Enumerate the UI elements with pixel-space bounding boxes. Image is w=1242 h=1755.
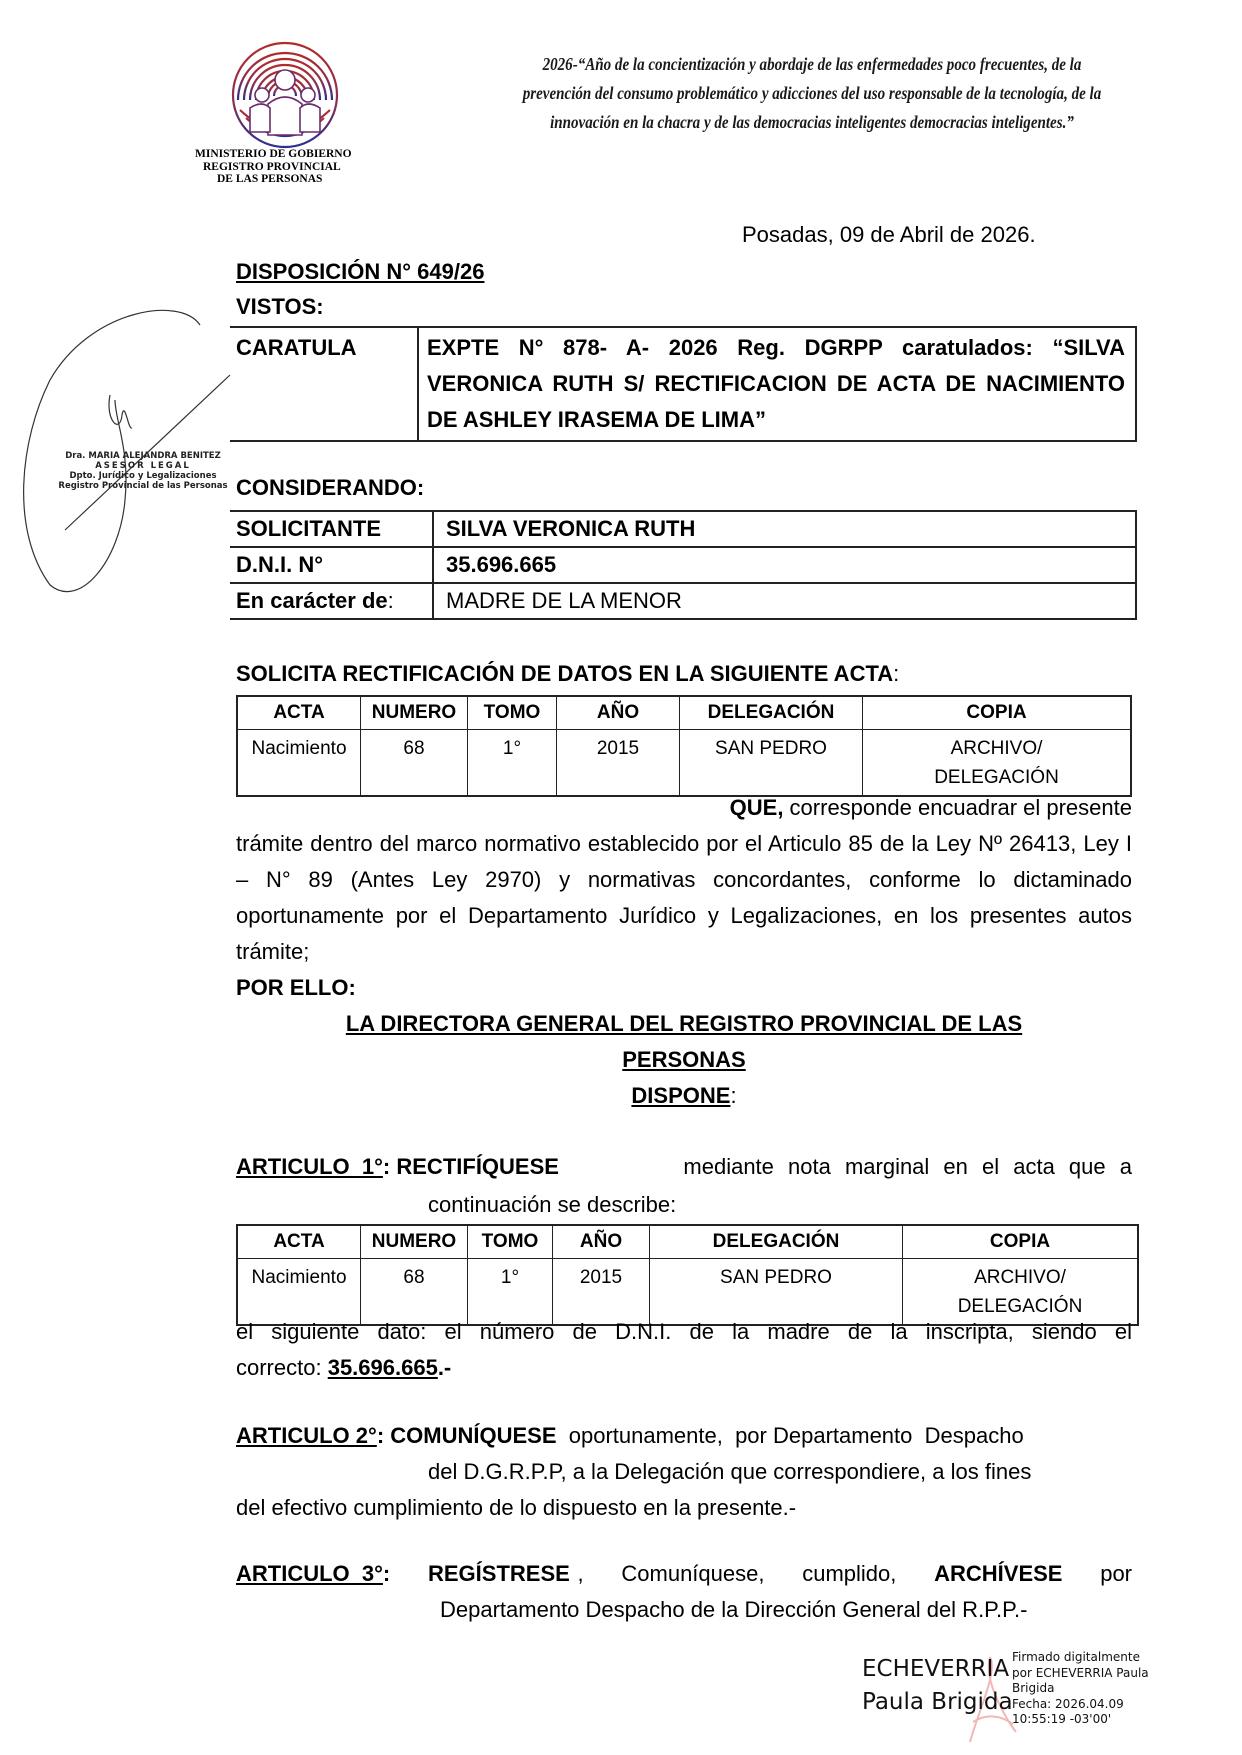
col-header: NUMERO	[361, 696, 468, 730]
dni-value: 35.696.665	[433, 547, 1136, 583]
place-date: Posadas, 09 de Abril de 2026.	[742, 222, 1036, 247]
cell-delegacion: SAN PEDRO	[680, 730, 863, 797]
director-heading	[236, 1006, 1132, 1114]
article-1-line-1	[236, 1148, 1132, 1186]
col-header: TOMO	[468, 696, 557, 730]
col-header: NUMERO	[361, 1225, 468, 1259]
article-3-line-1	[236, 1556, 1132, 1592]
article-3-comma: ,	[577, 1561, 584, 1586]
article-1-label: ARTICULO 1°	[236, 1154, 383, 1179]
cell-acta: Nacimiento	[237, 730, 361, 797]
col-header: DELEGACIÓN	[650, 1225, 903, 1259]
signature-info-line: 10:55:19 -03'00'	[1012, 1712, 1112, 1726]
col-header: ACTA	[237, 696, 361, 730]
dni-label: D.N.I. N°	[230, 547, 433, 583]
table-row	[230, 511, 1136, 547]
signature-info-line: Brigida	[1012, 1681, 1055, 1695]
article-1-colon: :	[382, 1154, 391, 1179]
table-row	[230, 583, 1136, 619]
applicant-table	[230, 510, 1137, 620]
article-2-verb: COMUNÍQUESE	[390, 1423, 557, 1448]
caratula-row	[230, 327, 1136, 441]
col-header: TOMO	[468, 1225, 553, 1259]
record-to-rectify-table	[236, 1224, 1139, 1326]
motto-line: innovación en la chacra y de las democracias inteligentes democracias inteligentes.”	[550, 112, 1074, 132]
table-row	[230, 547, 1136, 583]
stamp-line: Registro Provincial de las Personas	[58, 481, 228, 491]
cell-anio: 2015	[557, 730, 680, 797]
org-line: MINISTERIO DE GOBIERNO	[195, 148, 352, 160]
article-1-continuation	[236, 1314, 1132, 1386]
correct-suffix: .-	[437, 1355, 452, 1380]
caratula-table	[230, 326, 1137, 442]
disposition-title: DISPOSICIÓN N° 649/26	[236, 259, 485, 284]
article-3-line-2: Departamento Despacho de la Dirección General del R.P.P.-	[440, 1597, 1028, 1622]
org-line: DE LAS PERSONAS	[217, 173, 323, 185]
cell-anio: 2015	[553, 1259, 650, 1326]
correct-dni-value: 35.696.665	[327, 1355, 438, 1380]
handwritten-signature-icon	[10, 300, 235, 600]
digital-signature-info	[1012, 1650, 1149, 1728]
article-1-after-table: el siguiente dato: el número de D.N.I. de la madre de la inscripta, siendo el	[236, 1319, 1132, 1344]
copia-line: DELEGACIÓN	[957, 1296, 1083, 1317]
legal-advisor-stamp	[58, 451, 228, 491]
article-2-line-2: del D.G.R.P.P, a la Delegación que correspondiere, a los fines	[428, 1459, 1032, 1484]
copia-line: ARCHIVO/	[950, 738, 1043, 759]
year-motto	[511, 50, 1113, 137]
motto-line: prevención del consumo problemático y adicciones del uso responsable de la tecnología, de la	[522, 83, 1102, 103]
copia-line: ARCHIVO/	[974, 1267, 1066, 1288]
request-heading	[236, 661, 899, 687]
birth-record-table	[236, 695, 1132, 797]
registry-logo-icon	[230, 40, 340, 150]
cell-tomo: 1°	[468, 1259, 553, 1326]
que-first-line	[236, 790, 1132, 826]
article-3-colon: :	[382, 1561, 391, 1586]
stamp-line: Dra. MARIA ALEJANDRA BENITEZ	[65, 451, 221, 461]
cell-numero: 68	[361, 730, 468, 797]
col-header: AÑO	[557, 696, 680, 730]
applicant-label: SOLICITANTE	[230, 511, 433, 547]
signer-line: ECHEVERRIA	[862, 1656, 1010, 1682]
article-2-colon: :	[376, 1423, 385, 1448]
applicant-name: SILVA VERONICA RUTH	[446, 516, 696, 541]
col-header: DELEGACIÓN	[680, 696, 863, 730]
cell-copia	[863, 730, 1132, 797]
table-header-row	[237, 1225, 1138, 1259]
article-2-label: ARTICULO 2°	[236, 1423, 377, 1448]
dispone-colon: :	[730, 1083, 737, 1108]
signature-info-line: Fecha: 2026.04.09	[1012, 1696, 1124, 1711]
article-3	[236, 1556, 1132, 1628]
table-header-row	[237, 696, 1131, 730]
stamp-line: ASESOR LEGAL	[95, 461, 191, 471]
stamp-line: Dpto. Jurídico y Legalizaciones	[69, 471, 217, 481]
article-3-por: por	[1100, 1561, 1132, 1586]
org-line: REGISTRO PROVINCIAL	[203, 160, 341, 173]
motto-line: 2026-“Año de la concientización y abordaje de las enfermedades poco frecuentes, de la	[542, 54, 1082, 74]
signature-info-line: por ECHEVERRIA Paula	[1012, 1665, 1149, 1680]
col-header: COPIA	[903, 1225, 1139, 1259]
director-line-1: LA DIRECTORA GENERAL DEL REGISTRO PROVINCIAL DE LAS	[345, 1011, 1023, 1036]
article-3-comuniquese: Comuníquese,	[621, 1561, 765, 1586]
cell-tomo: 1°	[468, 730, 557, 797]
que-body: trámite dentro del marco normativo establecido por el Articulo 85 de la Ley Nº 26413, Ley I – N° 89 (Antes Ley 2970) y normativas concordantes, conforme lo dictaminado oportunamente por el Departamento Jurídico y Legalizaciones, en los presentes autos trámite;	[236, 831, 1132, 964]
article-3-cumplido: cumplido,	[802, 1561, 897, 1586]
col-header: ACTA	[237, 1225, 361, 1259]
copia-line: DELEGACIÓN	[934, 767, 1059, 788]
col-header: COPIA	[863, 696, 1132, 730]
signature-info-line: Firmado digitalmente	[1012, 1650, 1140, 1664]
capacity-label	[230, 583, 433, 619]
article-2-line-3: del efectivo cumplimiento de lo dispuesto en la presente.-	[236, 1495, 797, 1520]
caratula-value: EXPTE N° 878- A- 2026 Reg. DGRPP caratulados: “SILVA VERONICA RUTH S/ RECTIFICACION DE ACTA DE NACIMIENTO DE ASHLEY IRASEMA DE LIMA”	[427, 335, 1125, 432]
article-1	[236, 1148, 1132, 1224]
article-1-verb: RECTIFÍQUESE	[396, 1154, 559, 1179]
col-header: AÑO	[553, 1225, 650, 1259]
correct-label: correcto:	[236, 1355, 328, 1380]
por-ello-heading: POR ELLO:	[236, 975, 356, 1000]
article-3-verb-2: ARCHÍVESE	[934, 1561, 1063, 1586]
article-3-verb: REGÍSTRESE	[427, 1561, 570, 1586]
article-3-label: ARTICULO 3°	[236, 1561, 383, 1586]
vistos-heading: VISTOS:	[236, 294, 324, 319]
cell-numero: 68	[361, 1259, 468, 1326]
que-first-text: corresponde encuadrar el presente	[783, 795, 1132, 820]
caratula-label: CARATULA	[230, 327, 418, 441]
article-2-text-1: oportunamente, por Departamento Despacho	[556, 1423, 1024, 1448]
request-heading-text: SOLICITA RECTIFICACIÓN DE DATOS EN LA SIGUIENTE ACTA	[236, 661, 894, 686]
article-1-line-2: continuación se describe:	[428, 1192, 677, 1217]
considerando-heading: CONSIDERANDO:	[236, 475, 425, 500]
cell-delegacion: SAN PEDRO	[650, 1259, 903, 1326]
dispone-word: DISPONE	[631, 1083, 731, 1108]
organization-name	[195, 148, 395, 186]
request-heading-colon: :	[893, 661, 900, 686]
digital-signer-name	[862, 1653, 1013, 1719]
capacity-colon: :	[387, 588, 394, 613]
cell-acta: Nacimiento	[237, 1259, 361, 1326]
article-2	[236, 1418, 1132, 1526]
capacity-value: MADRE DE LA MENOR	[433, 583, 1136, 619]
director-line-2: PERSONAS	[622, 1047, 746, 1072]
signer-line: Paula Brigida	[862, 1689, 1013, 1715]
que-bold: QUE,	[729, 795, 784, 820]
table-row	[237, 730, 1131, 797]
article-2-line-1	[236, 1418, 1132, 1454]
que-paragraph	[236, 790, 1132, 970]
capacity-label-text: En carácter de	[236, 588, 388, 613]
article-1-text: mediante nota marginal en el acta que a	[669, 1154, 1132, 1179]
